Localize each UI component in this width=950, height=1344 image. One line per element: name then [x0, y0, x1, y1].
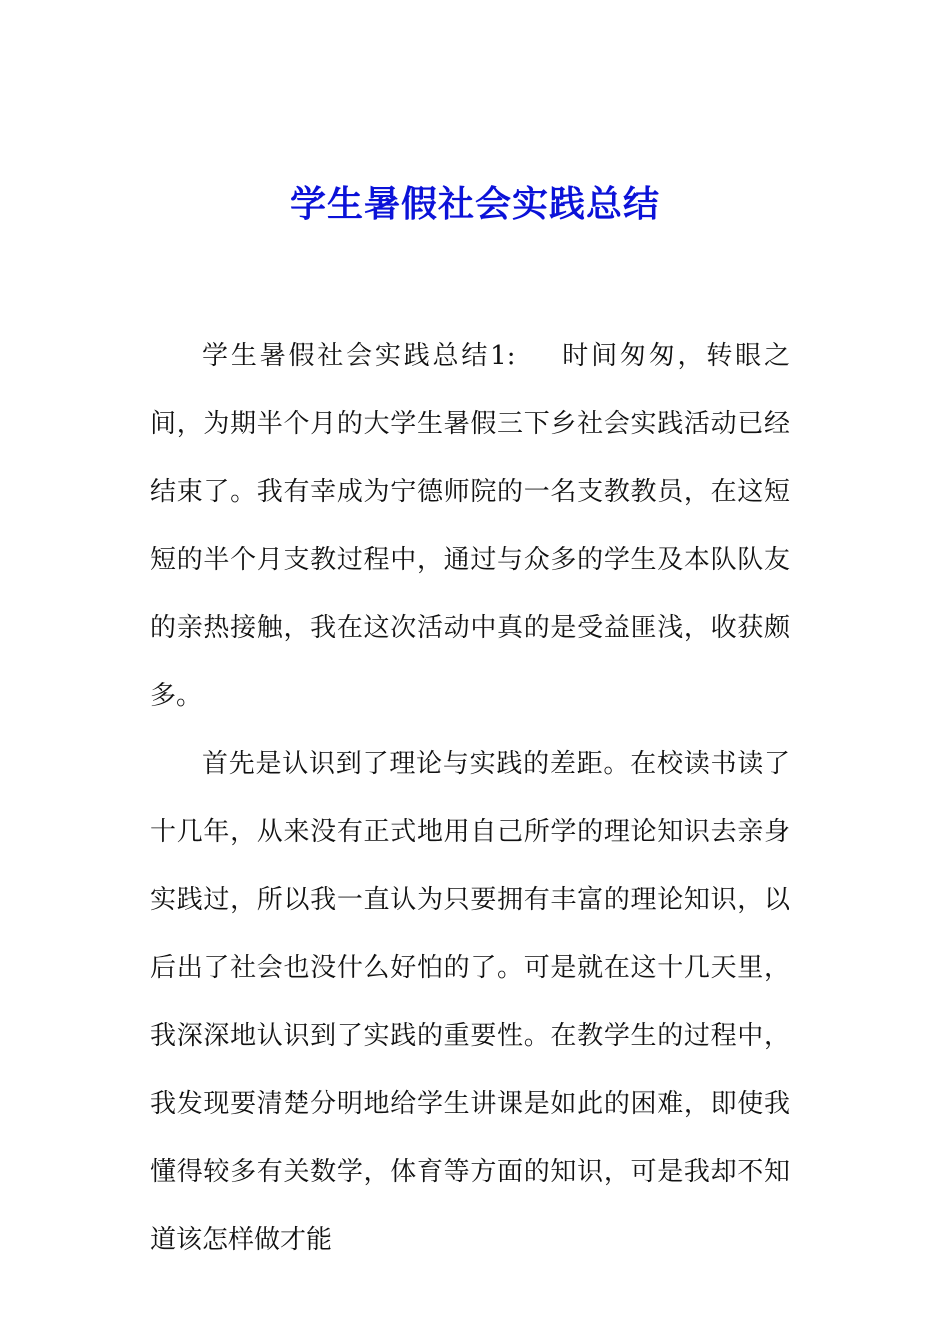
- paragraph-1: [150, 322, 790, 730]
- paragraph-1-label: 学生暑假社会实践总结1:: [202, 341, 516, 371]
- document-title: 学生暑假社会实践总结: [289, 183, 660, 225]
- paragraph-2: [150, 730, 790, 1274]
- paragraph-1-text: 时间匆匆，转眼之间，为期半个月的大学生暑假三下乡社会实践活动已经结束了。我有幸成为宁德师院的一名支教教员，在这短短的半个月支教过程中，通过与众多的学生及本队队友的亲热接触，我在这次活动中真的是受益匪浅，收获颇多。: [150, 341, 790, 711]
- paragraph-2-text: 首先是认识到了理论与实践的差距。在校读书读了十几年，从来没有正式地用自己所学的理论知识去亲身实践过，所以我一直认为只要拥有丰富的理论知识，以后出了社会也没什么好怕的了。可是就在这十几天里，我深深地认识到了实践的重要性。在教学生的过程中，我发现要清楚分明地给学生讲课是如此的困难，即使我懂得较多有关数学，体育等方面的知识，可是我却不知道该怎样做才能: [150, 749, 790, 1255]
- document-body: [150, 322, 790, 1274]
